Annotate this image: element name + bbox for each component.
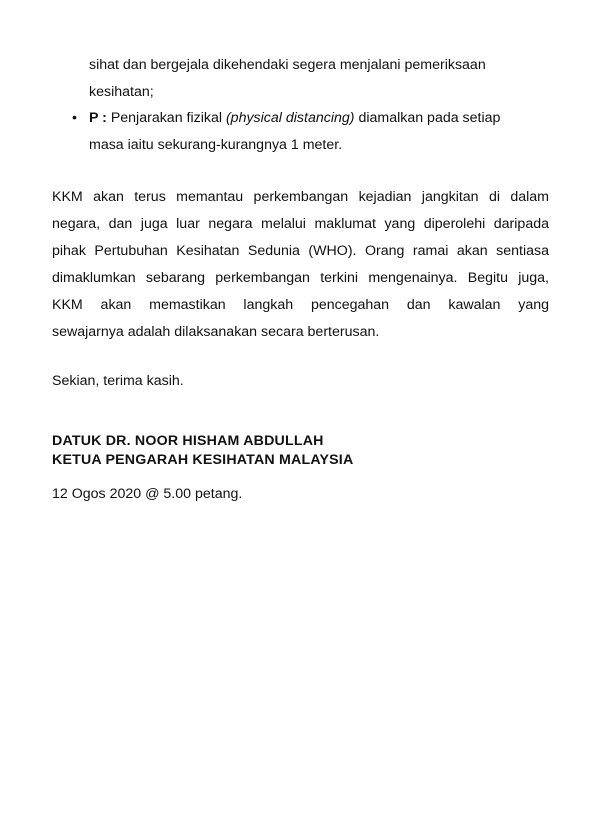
- closing-remark: Sekian, terima kasih.: [52, 373, 184, 389]
- bullet-item-text: [89, 105, 549, 159]
- bullet-item-line-2: masa iaitu sekurang-kurangnya 1 meter.: [89, 137, 343, 153]
- document-date: 12 Ogos 2020 @ 5.00 petang.: [52, 486, 243, 502]
- paragraph-line: pihak Pertubuhan Kesihatan Sedunia (WHO). Orang ramai akan sentiasa: [52, 243, 549, 259]
- bullet-continuation-line-1: sihat dan bergejala dikehendaki segera menjalani pemeriksaan: [89, 57, 486, 73]
- bullet-text-after: diamalkan pada setiap: [354, 110, 501, 126]
- paragraph-line: KKM akan memastikan langkah pencegahan dan kawalan yang: [52, 297, 549, 313]
- signature-block: [52, 432, 353, 470]
- bullet-italic-term: (physical distancing): [225, 110, 355, 126]
- signatory-title: KETUA PENGARAH KESIHATAN MALAYSIA: [52, 452, 354, 468]
- paragraph-line: dimaklumkan sebarang perkembangan terkini mengenainya. Begitu juga,: [52, 270, 549, 286]
- bullet-continuation-line-2: kesihatan;: [89, 84, 154, 100]
- paragraph-line: KKM akan terus memantau perkembangan kejadian jangkitan di dalam: [52, 189, 549, 205]
- bullet-dot-icon: •: [72, 110, 77, 126]
- bullet-item-line-1: [89, 105, 549, 132]
- bullet-continuation: [89, 52, 549, 106]
- paragraph-line: sewajarnya adalah dilaksanakan secara berterusan.: [52, 324, 380, 340]
- bullet-label: P :: [89, 110, 107, 126]
- bullet-text-before: Penjarakan fizikal: [106, 110, 226, 126]
- paragraph-line: negara, dan juga luar negara melalui maklumat yang diperolehi daripada: [52, 216, 549, 232]
- body-paragraph: [52, 184, 549, 346]
- signatory-name: DATUK DR. NOOR HISHAM ABDULLAH: [52, 433, 324, 449]
